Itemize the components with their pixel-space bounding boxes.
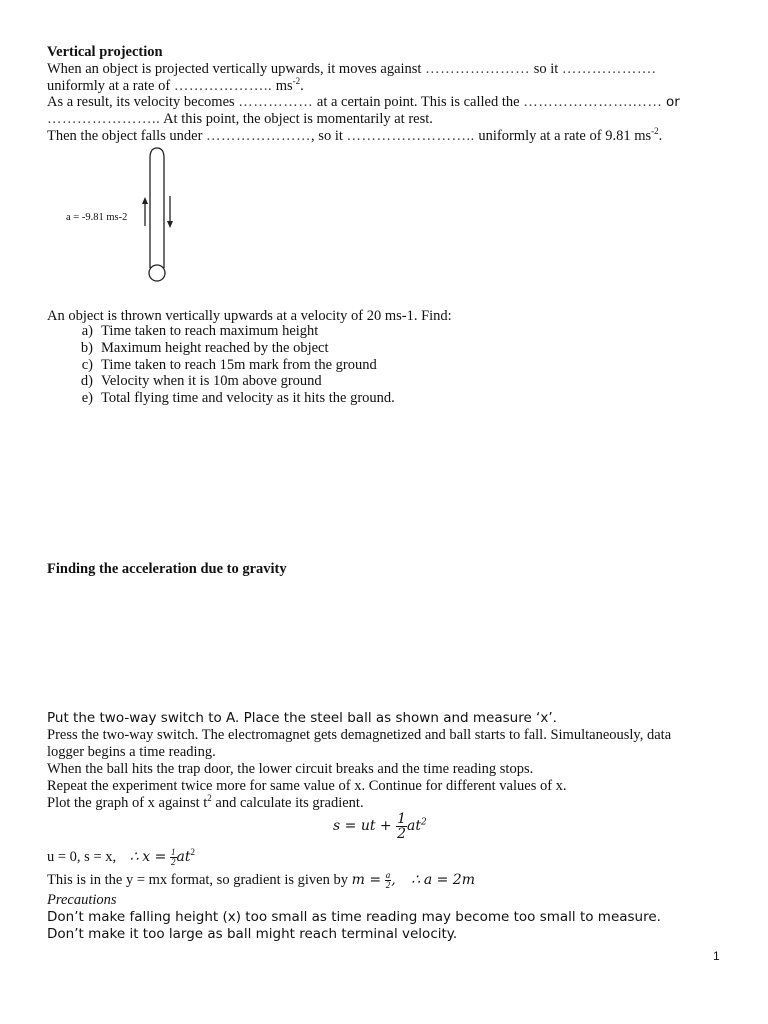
denominator: 2 bbox=[397, 826, 407, 842]
blank-dots: ………………… bbox=[425, 61, 531, 77]
therefore-symbol: ∴ bbox=[411, 871, 421, 888]
unit-text: ms bbox=[275, 78, 293, 94]
section-heading-gravity: Finding the acceleration due to gravity bbox=[47, 561, 287, 577]
text: As a result, its velocity becomes bbox=[47, 94, 235, 110]
therefore-symbol: ∴ bbox=[129, 848, 139, 865]
down-arrowhead-icon bbox=[167, 221, 173, 228]
equation-line bbox=[47, 848, 195, 867]
text: . bbox=[300, 78, 304, 94]
numerator: a bbox=[385, 870, 391, 880]
list-marker: d) bbox=[80, 373, 93, 390]
vertical-projection-diagram bbox=[138, 144, 178, 284]
list-text: Time taken to reach 15m mark from the ground bbox=[101, 356, 377, 373]
paragraph-line bbox=[47, 61, 656, 78]
superscript: -2 bbox=[292, 76, 301, 86]
problem-intro: An object is thrown vertically upwards at a velocity of 20 ms-1. Find: bbox=[47, 308, 452, 324]
paragraph-line bbox=[47, 111, 433, 128]
list-item bbox=[48, 373, 395, 390]
text: at a certain point. This is called the bbox=[316, 94, 520, 110]
superscript: 2 bbox=[190, 846, 195, 857]
text: , so it bbox=[311, 128, 343, 144]
precaution-line: Don’t make falling height (x) too small as time reading may become too small to measure. bbox=[47, 909, 661, 925]
eq-text: a = 2m bbox=[423, 871, 475, 888]
superscript: 2 bbox=[207, 793, 212, 803]
blank-dots: …………… bbox=[238, 94, 314, 110]
paragraph-line bbox=[47, 78, 304, 95]
list-item bbox=[48, 357, 395, 374]
section-heading-vertical-projection: Vertical projection bbox=[47, 44, 163, 60]
page-number: 1 bbox=[713, 949, 720, 963]
list-marker: e) bbox=[81, 390, 93, 407]
text: At this point, the object is momentarily at rest. bbox=[163, 111, 433, 127]
paragraph-line bbox=[47, 128, 662, 145]
instruction-line: Press the two-way switch. The electromagnet gets demagnetized and ball starts to fall. Simultaneously, data bbox=[47, 727, 672, 743]
numerator: 1 bbox=[171, 847, 176, 857]
paragraph-line bbox=[47, 94, 680, 111]
instruction-line: When the ball hits the trap door, the lower circuit breaks and the time reading stops. bbox=[47, 761, 534, 777]
instruction-line bbox=[47, 795, 364, 812]
up-arrowhead-icon bbox=[142, 197, 148, 204]
blank-dots: …………………….. bbox=[346, 128, 475, 144]
eq-text: m = bbox=[351, 871, 382, 888]
blank-dots: ………………. bbox=[561, 61, 657, 77]
list-item bbox=[48, 390, 395, 407]
text: u = 0, s = x, bbox=[47, 848, 117, 865]
text: This is in the y = mx format, so gradient is given by bbox=[47, 871, 348, 888]
precaution-line: Don’t make it too large as ball might reach terminal velocity. bbox=[47, 926, 458, 942]
eq-text: at bbox=[407, 818, 421, 834]
text: When an object is projected vertically upwards, it moves against bbox=[47, 61, 422, 77]
list-marker: b) bbox=[80, 339, 93, 356]
acceleration-label: a = -9.81 ms-2 bbox=[66, 212, 128, 223]
equation-suvat bbox=[333, 812, 427, 841]
precautions-title: Precautions bbox=[47, 892, 117, 908]
list-marker: c) bbox=[81, 356, 93, 373]
numerator: 1 bbox=[397, 811, 407, 827]
blank-dots: ………………….…… bbox=[523, 94, 663, 110]
list-marker: a) bbox=[81, 323, 93, 339]
list-item bbox=[48, 323, 395, 340]
text: . bbox=[658, 128, 663, 144]
problem-list bbox=[48, 323, 395, 407]
denominator: 2 bbox=[385, 880, 391, 890]
eq-text: x = bbox=[142, 848, 167, 865]
text: so it bbox=[533, 61, 559, 77]
text: uniformly at a rate of bbox=[47, 78, 171, 94]
list-item bbox=[48, 340, 395, 357]
eq-text: at bbox=[176, 848, 191, 865]
list-text: Total flying time and velocity as it hits the ground. bbox=[101, 390, 395, 407]
text: and calculate its gradient. bbox=[211, 795, 364, 811]
superscript: 2 bbox=[421, 817, 427, 828]
ball-icon bbox=[149, 265, 165, 281]
instruction-line: Repeat the experiment twice more for same value of x. Continue for different values of x. bbox=[47, 778, 567, 794]
text: Plot the graph of x against t bbox=[47, 795, 208, 811]
text: or bbox=[665, 94, 680, 110]
eq-text: s = ut + bbox=[333, 818, 392, 834]
text: Then the object falls under bbox=[47, 128, 203, 144]
list-text: Time taken to reach maximum height bbox=[101, 323, 319, 339]
fraction bbox=[396, 812, 407, 841]
blank-dots: ………………… bbox=[206, 128, 312, 144]
superscript: -2 bbox=[651, 126, 659, 136]
list-text: Maximum height reached by the object bbox=[101, 339, 329, 356]
instruction-line: Put the two-way switch to A. Place the steel ball as shown and measure ‘x’. bbox=[47, 710, 557, 726]
equation-line bbox=[47, 871, 475, 890]
blank-dots: ………………….. bbox=[47, 111, 161, 127]
blank-dots: ……………….. bbox=[173, 78, 273, 94]
trajectory-path bbox=[150, 148, 164, 268]
list-text: Velocity when it is 10m above ground bbox=[101, 373, 322, 390]
text: uniformly at a rate of 9.81 ms bbox=[478, 128, 652, 144]
instruction-line: logger begins a time reading. bbox=[47, 744, 216, 760]
denominator: 2 bbox=[171, 857, 176, 867]
eq-text: , bbox=[391, 871, 396, 888]
